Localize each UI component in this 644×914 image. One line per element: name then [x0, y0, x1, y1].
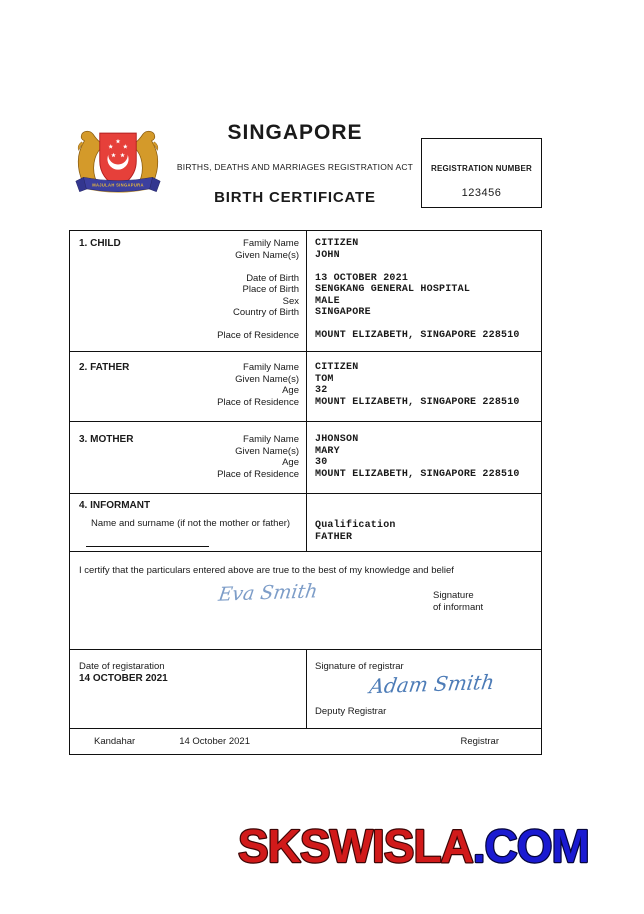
- field-value: MALE: [315, 295, 340, 307]
- field-label: Date of Birth: [246, 272, 299, 284]
- field-label: Age: [282, 385, 299, 396]
- registration-number-label: REGISTRATION NUMBER: [431, 164, 532, 173]
- section-registration: [70, 650, 541, 729]
- field-value: SENGKANG GENERAL HOSPITAL: [315, 284, 471, 295]
- field-value: 30: [315, 457, 328, 468]
- field-label: Place of Residence: [217, 396, 299, 408]
- qualification-value: FATHER: [315, 531, 353, 543]
- signature-caption: [433, 590, 483, 614]
- registrar-signature: Adam Smith: [368, 669, 496, 699]
- registration-date-value: 14 OCTOBER 2021: [79, 673, 168, 684]
- field-value: MOUNT ELIZABETH, SINGAPORE 228510: [315, 468, 520, 480]
- father-heading: 2. FATHER: [79, 362, 130, 373]
- footer-date: 14 October 2021: [179, 736, 250, 747]
- field-value: JHONSON: [315, 434, 359, 445]
- field-value: MOUNT ELIZABETH, SINGAPORE 228510: [315, 330, 520, 341]
- footer-role: Registrar: [460, 736, 499, 747]
- signature-caption-line1: Signature: [433, 590, 474, 601]
- certificate-header: [155, 122, 435, 206]
- field-label: Family Name: [243, 362, 299, 373]
- certificate-table: [69, 230, 542, 755]
- qualification-label: Qualification: [315, 520, 396, 531]
- field-value: 32: [315, 385, 328, 396]
- field-value: MARY: [315, 445, 340, 457]
- field-label: Given Name(s): [235, 445, 299, 457]
- field-label: Family Name: [243, 434, 299, 445]
- field-label: Given Name(s): [235, 373, 299, 385]
- registration-number-value: 123456: [461, 187, 502, 199]
- field-label: Family Name: [243, 238, 299, 249]
- field-value: TOM: [315, 373, 334, 385]
- crest-motto: MAJULAH SINGAPURA: [92, 182, 144, 188]
- field-label: Given Name(s): [235, 249, 299, 261]
- registrar-signature-label: Signature of registrar: [315, 661, 404, 672]
- field-label: Age: [282, 457, 299, 468]
- registration-number-box: [421, 138, 542, 208]
- svg-text:SKSWISLA.COM: [238, 820, 589, 872]
- certification-statement: I certify that the particulars entered above are true to the best of my knowledge and belief: [79, 565, 454, 576]
- signature-caption-line2: of informant: [433, 602, 484, 613]
- field-label: Place of Residence: [217, 468, 299, 480]
- field-label: Country of Birth: [233, 307, 299, 318]
- section-mother: [70, 422, 541, 494]
- section-father: [70, 352, 541, 422]
- watermark-tld: .COM: [472, 820, 589, 872]
- informant-signature: Eva Smith: [216, 580, 319, 606]
- watermark-site: SKSWISLA: [238, 820, 473, 872]
- field-value: SINGAPORE: [315, 307, 371, 318]
- document-title: BIRTH CERTIFICATE: [214, 189, 376, 206]
- watermark: [226, 814, 626, 880]
- footer-row: [70, 729, 541, 754]
- child-heading: 1. CHILD: [79, 238, 121, 249]
- field-label: Place of Birth: [242, 284, 299, 295]
- field-label: Sex: [282, 295, 299, 307]
- section-certification: [70, 552, 541, 650]
- registrar-title: Deputy Registrar: [315, 706, 387, 717]
- mother-heading: 3. MOTHER: [79, 434, 134, 445]
- section-child: [70, 231, 541, 352]
- registration-date-label: Date of registaration: [79, 661, 165, 672]
- field-value: JOHN: [315, 249, 340, 261]
- country-title: SINGAPORE: [227, 121, 363, 144]
- informant-heading: 4. INFORMANT: [79, 500, 151, 511]
- field-value: MOUNT ELIZABETH, SINGAPORE 228510: [315, 396, 520, 408]
- informant-name-underline: [86, 546, 209, 547]
- section-informant: [70, 494, 541, 552]
- singapore-coat-of-arms-icon: [70, 120, 166, 202]
- field-label: Place of Residence: [217, 330, 299, 341]
- field-value: CITIZEN: [315, 362, 359, 373]
- footer-place: Kandahar: [94, 736, 136, 747]
- informant-name-label: Name and surname (if not the mother or father): [91, 518, 291, 529]
- field-value: CITIZEN: [315, 238, 359, 249]
- act-title: BIRTHS, DEATHS AND MARRIAGES REGISTRATION ACT: [176, 162, 414, 172]
- field-value: 13 OCTOBER 2021: [315, 272, 409, 284]
